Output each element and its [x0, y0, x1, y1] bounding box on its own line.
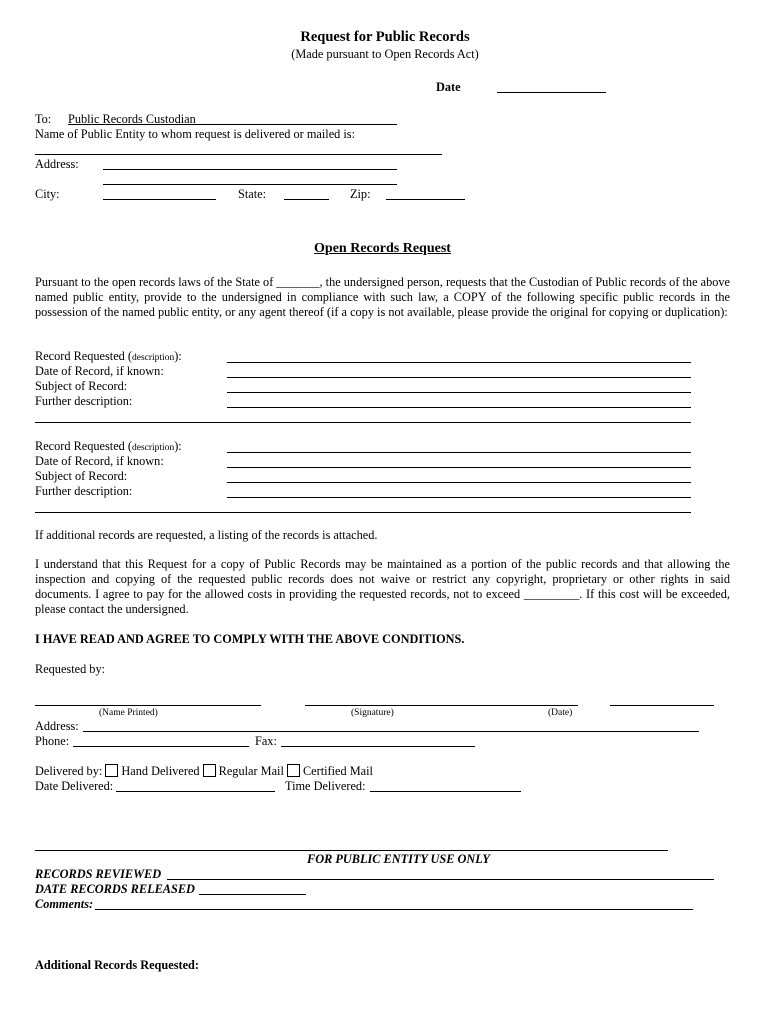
zip-label: Zip:: [350, 187, 371, 201]
state-blank[interactable]: _______: [276, 275, 320, 289]
zip-field[interactable]: [386, 199, 465, 200]
date-delivered-label: Date Delivered:: [35, 779, 114, 793]
intro-start: Pursuant to the open records laws of the State of: [35, 275, 274, 289]
regular-mail-checkbox[interactable]: [203, 764, 216, 777]
to-label: To:: [35, 112, 52, 126]
cost-limit-blank[interactable]: _________: [523, 587, 580, 601]
entity-label: Name of Public Entity to whom request is delivered or mailed is:: [35, 127, 355, 141]
record-requested-field[interactable]: [227, 362, 691, 363]
further-field-extra[interactable]: [35, 512, 691, 513]
subject-field[interactable]: [227, 392, 691, 393]
record-requested-label: Record Requested (description):: [35, 349, 182, 363]
requester-address-label: Address:: [35, 719, 79, 733]
further-field-extra[interactable]: [35, 422, 691, 423]
requested-by-label: Requested by:: [35, 662, 106, 676]
comments-label: Comments:: [35, 897, 94, 911]
subject-label: Subject of Record:: [35, 469, 128, 483]
hand-delivered-checkbox[interactable]: [105, 764, 118, 777]
delivered-by-label: Delivered by:: [35, 764, 103, 778]
delivered-by-row: [35, 764, 373, 779]
hand-delivered-label: Hand Delivered: [121, 764, 200, 778]
cost-paragraph: I understand that this Request for a copy of Public Records may be maintained as a portion of the public records and that allowing the inspection and copying of the requested public records does not waive or restrict any copyright, proprietary or other rights in said documents. I agree to pay for the allowed costs in providing the requested records, not to exceed _________. If this cost will be exceeded, please contact the undersigned.: [35, 557, 730, 616]
signature-field[interactable]: [305, 705, 578, 706]
records-reviewed-field[interactable]: [167, 879, 714, 880]
records-reviewed-label: RECORDS REVIEWED: [35, 867, 162, 881]
page-subtitle: (Made pursuant to Open Records Act): [291, 47, 479, 61]
time-delivered-label: Time Delivered:: [285, 779, 366, 793]
state-field[interactable]: [284, 199, 329, 200]
additional-records-note: If additional records are requested, a listing of the records is attached.: [35, 528, 378, 542]
date-released-label: DATE RECORDS RELEASED: [35, 882, 195, 896]
address-label: Address:: [35, 157, 79, 171]
to-value: Public Records Custodian: [68, 112, 196, 126]
additional-records-heading: Additional Records Requested:: [35, 958, 199, 972]
record-requested-label: Record Requested (description):: [35, 439, 182, 453]
date-released-field[interactable]: [199, 894, 306, 895]
city-field[interactable]: [103, 199, 216, 200]
intro-end: , the undersigned person, requests that the Custodian of Public records of the above named public entity, provide to the undersigned in compliance with such law, a COPY of the following specific public records in the possession of the named public entity, or any agent thereof (if a copy is not available, please provide the original for copying or duplication):: [35, 275, 731, 319]
certified-mail-label: Certified Mail: [302, 764, 373, 778]
address-field-2[interactable]: [103, 184, 397, 185]
comments-field[interactable]: [95, 909, 693, 910]
entity-name-field[interactable]: [35, 154, 442, 155]
city-label: City:: [35, 187, 60, 201]
signature-date-field[interactable]: [610, 705, 714, 706]
certified-mail-checkbox[interactable]: [287, 764, 300, 777]
date-of-record-field[interactable]: [227, 377, 691, 378]
further-label: Further description:: [35, 394, 133, 408]
date-of-record-label: Date of Record, if known:: [35, 364, 164, 378]
subject-field[interactable]: [227, 482, 691, 483]
name-printed-caption: (Name Printed): [99, 708, 158, 718]
phone-field[interactable]: [73, 746, 249, 747]
record-requested-field[interactable]: [227, 452, 691, 453]
state-label: State:: [238, 187, 267, 201]
time-delivered-field[interactable]: [370, 791, 521, 792]
office-use-heading: FOR PUBLIC ENTITY USE ONLY: [307, 852, 490, 866]
date-field[interactable]: [497, 92, 606, 93]
fax-field[interactable]: [281, 746, 475, 747]
fax-label: Fax:: [255, 734, 277, 748]
date-delivered-field[interactable]: [116, 791, 275, 792]
date-caption: (Date): [548, 708, 573, 718]
regular-mail-label: Regular Mail: [218, 764, 284, 778]
phone-label: Phone:: [35, 734, 70, 748]
page-title: Request for Public Records: [300, 29, 470, 45]
further-label: Further description:: [35, 484, 133, 498]
further-field[interactable]: [227, 407, 691, 408]
subject-label: Subject of Record:: [35, 379, 128, 393]
date-of-record-label: Date of Record, if known:: [35, 454, 164, 468]
further-field[interactable]: [227, 497, 691, 498]
address-field-1[interactable]: [103, 169, 397, 170]
section-heading-request: Open Records Request: [314, 241, 451, 256]
signature-caption: (Signature): [351, 708, 394, 718]
office-divider: [35, 850, 668, 851]
date-label: Date: [436, 80, 461, 94]
to-field[interactable]: [68, 124, 397, 125]
date-of-record-field[interactable]: [227, 467, 691, 468]
requester-address-field[interactable]: [83, 731, 699, 732]
request-intro: [35, 275, 730, 320]
agree-statement: I HAVE READ AND AGREE TO COMPLY WITH THE ABOVE CONDITIONS.: [35, 632, 465, 646]
